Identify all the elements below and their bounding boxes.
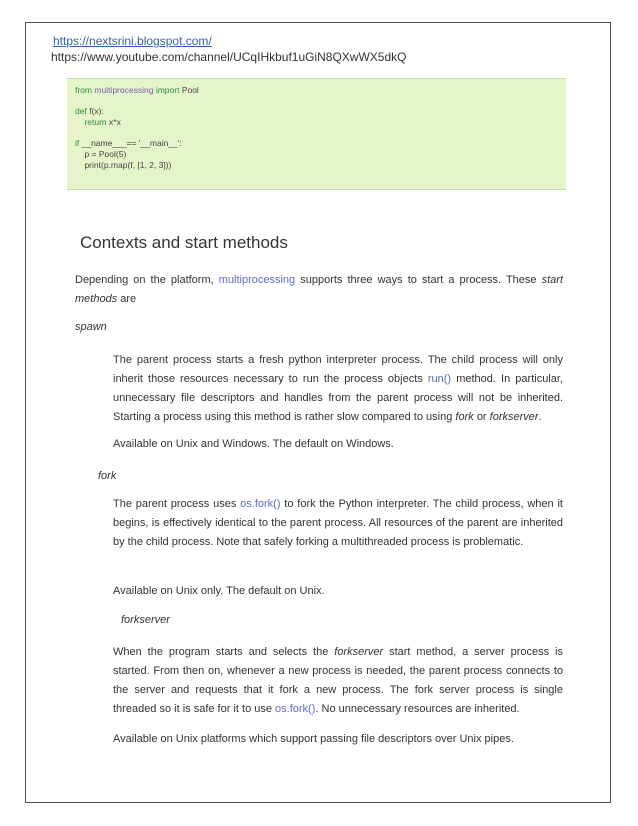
spawn-term: [75, 318, 107, 337]
forkserver-term-text: forkserver: [121, 614, 170, 626]
code-line: [75, 85, 566, 96]
forkserver-text: start method, a server process is started. From then on, whenever a new process is needed, the parent process connects to the server and requests that it fork a new process. The fork server process is single threaded so it is safe for it to use: [113, 646, 563, 715]
code-line: [75, 160, 566, 171]
code-line: [75, 138, 566, 149]
spawn-emphasis: fork: [455, 411, 474, 423]
forkserver-availability: Available on Unix platforms which support passing file descriptors over Unix pipes.: [113, 733, 514, 745]
blog-link[interactable]: https://nextsrini.blogspot.com/: [53, 34, 212, 48]
code-keyword: from: [75, 85, 92, 95]
run-link[interactable]: run(): [427, 373, 452, 385]
code-text: print(p.map(f, [1, 2, 3])): [84, 159, 172, 170]
fork-text: to fork the Python interpreter. The child process, when it begins, is effectively identical to the parent process. All resources of the parent are inherited by the child process. Note that safely forking a multithreaded process is problematic.: [113, 498, 563, 548]
spawn-text: or: [476, 411, 487, 423]
code-keyword: def: [75, 106, 87, 117]
forkserver-description: [113, 643, 563, 719]
spawn-availability: Available on Unix and Windows. The default on Windows.: [113, 438, 394, 450]
forkserver-term: [121, 611, 170, 630]
code-module: multiprocessing: [94, 85, 154, 95]
code-line: [75, 117, 566, 128]
fork-description: [113, 495, 563, 552]
spawn-description: [113, 351, 563, 427]
fork-term-text: fork: [98, 470, 117, 482]
spawn-text: The parent process starts a fresh python interpreter process. The child process will only inherit those resources necessary to run the process objects: [113, 354, 563, 385]
section-title: Contexts and start methods: [80, 233, 288, 252]
youtube-url: https://www.youtube.com/channel/UCqIHkbuf1uGiN8QXwWX5dkQ: [51, 50, 407, 64]
code-keyword: import: [155, 85, 180, 95]
code-text: f(x):: [89, 106, 104, 117]
intro-text: Depending on the platform,: [75, 274, 214, 286]
spawn-term-text: spawn: [75, 321, 107, 333]
forkserver-text: When the program starts and selects the: [113, 646, 329, 658]
code-text: x*x: [109, 117, 121, 128]
multiprocessing-link[interactable]: multiprocessing: [218, 274, 296, 286]
forkserver-text: . No unnecessary resources are inherited.: [315, 703, 520, 715]
os-fork-link[interactable]: os.fork(): [275, 703, 316, 715]
code-line: [75, 149, 566, 160]
fork-text: The parent process uses: [113, 498, 237, 510]
code-block: [67, 78, 566, 190]
fork-term: [98, 467, 116, 486]
code-keyword: if: [75, 138, 80, 149]
intro-paragraph: [75, 271, 563, 309]
spawn-text: .: [538, 411, 542, 423]
spawn-emphasis: forkserver: [489, 411, 539, 423]
code-text: Pool: [181, 85, 199, 95]
intro-text: supports three ways to start a process. These: [300, 274, 537, 286]
forkserver-emphasis: forkserver: [334, 646, 384, 658]
intro-emphasis: start methods: [75, 274, 564, 305]
spawn-text: method. In particular, unnecessary file descriptors and handles from the parent process will not be inherited. Starting a process using this method is rather slow compared to using: [113, 373, 563, 423]
code-text: p = Pool(5): [84, 149, 127, 160]
os-fork-link[interactable]: os.fork(): [240, 498, 281, 510]
code-keyword: return: [84, 117, 107, 128]
code-line: [75, 106, 566, 117]
fork-availability: Available on Unix only. The default on Unix.: [113, 585, 325, 597]
code-text: __name___== '__main__':: [81, 138, 182, 149]
intro-text: are: [120, 293, 137, 305]
